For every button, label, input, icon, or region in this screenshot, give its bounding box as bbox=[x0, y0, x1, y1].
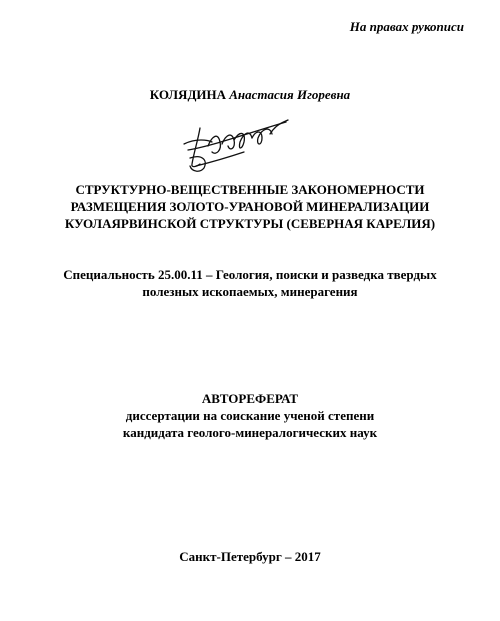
title-line: КУОЛАЯРВИНСКОЙ СТРУКТУРЫ (СЕВЕРНАЯ КАРЕЛИЯ) bbox=[64, 216, 436, 231]
handwritten-signature-icon bbox=[182, 116, 292, 176]
place-and-year: Санкт-Петербург – 2017 bbox=[179, 549, 321, 564]
dissertation-title bbox=[0, 181, 500, 232]
title-line: СТРУКТУРНО-ВЕЩЕСТВЕННЫЕ ЗАКОНОМЕРНОСТИ bbox=[75, 182, 425, 197]
abstract-line: диссертации на соискание ученой степени bbox=[125, 408, 375, 423]
specialty-block bbox=[0, 266, 500, 300]
specialty-line: Специальность 25.00.11 – Геология, поиски и разведка твердых bbox=[63, 267, 437, 282]
author-given-names: Анастасия Игоревна bbox=[229, 87, 351, 102]
abstract-line: кандидата геолого-минералогических наук bbox=[122, 425, 378, 440]
title-line: РАЗМЕЩЕНИЯ ЗОЛОТО-УРАНОВОЙ МИНЕРАЛИЗАЦИИ bbox=[70, 199, 430, 214]
abstract-heading: АВТОРЕФЕРАТ bbox=[201, 391, 299, 406]
manuscript-rights-note: На правах рукописи bbox=[349, 19, 464, 34]
author-surname: КОЛЯДИНА bbox=[149, 87, 226, 102]
author-name bbox=[0, 87, 500, 103]
specialty-line: полезных ископаемых, минерагения bbox=[142, 284, 358, 299]
abstract-block bbox=[0, 390, 500, 441]
